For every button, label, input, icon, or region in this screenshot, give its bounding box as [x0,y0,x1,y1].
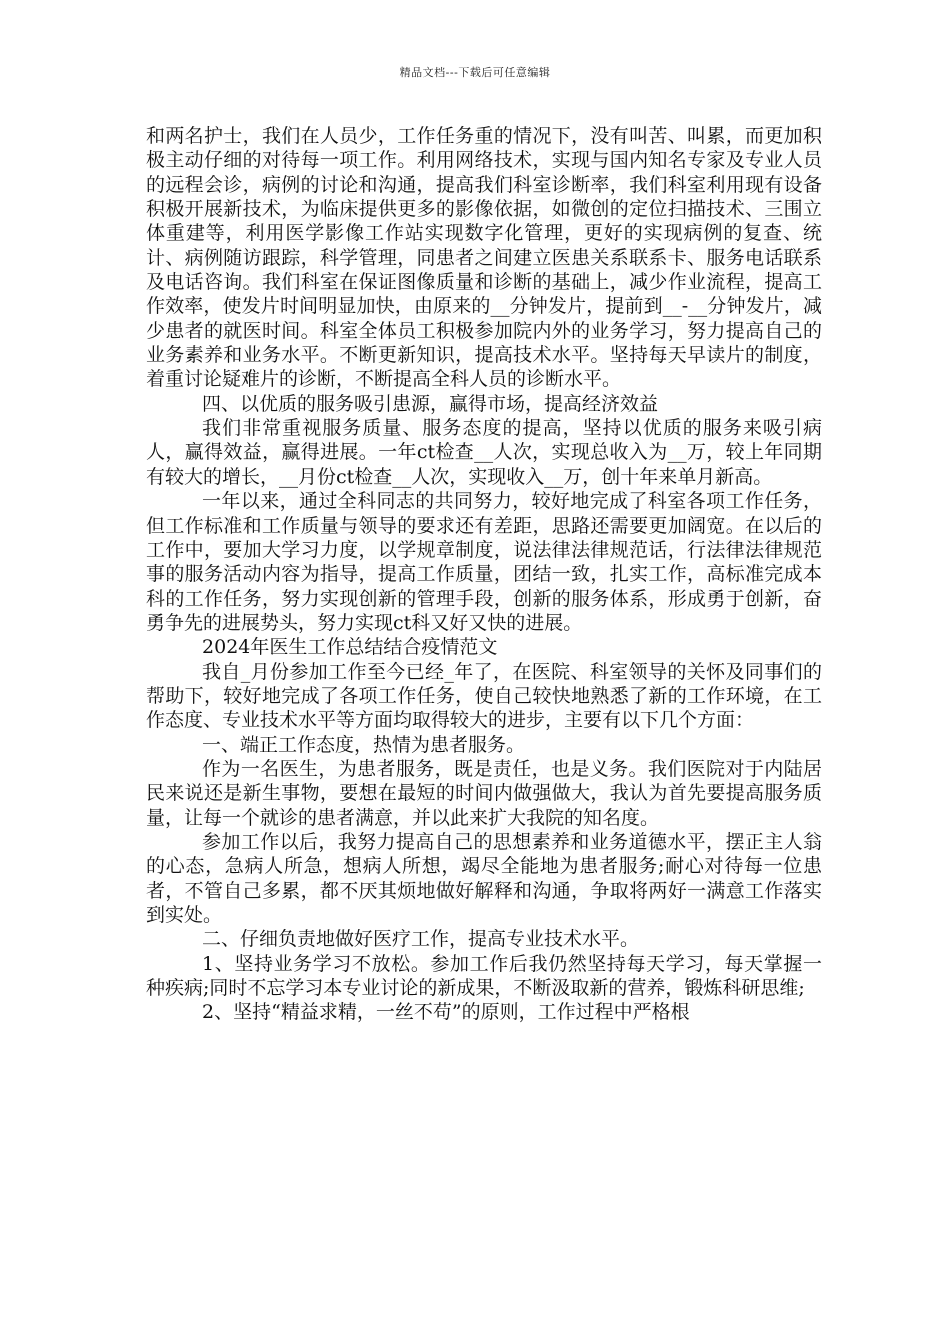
paragraph: 一年以来，通过全科同志的共同努力，较好地完成了科室各项工作任务，但工作标准和工作质量与领导的要求还有差距，思路还需要更加阔宽。在以后的工作中，要加大学习力度，以学规章制度，说法律法律规范话，行法律法律规范事的服务活动内容为指导，提高工作质量，团结一致，扎实工作，高标准完成本科的工作任务，努力实现创新的管理手段，创新的服务体系，形成勇于创新，奋勇争先的进展势头，努力实现ct科又好又快的进展。 [146,490,822,634]
article-title: 2024年医生工作总结结合疫情范文 [202,636,498,659]
section-heading: 一、端正工作态度，热情为患者服务。 [202,733,526,756]
paragraph: 参加工作以后，我努力提高自己的思想素养和业务道德水平，摆正主人翁的心态，急病人所急，想病人所想，竭尽全能地为患者服务;耐心对待每一位患者，不管自己多累，都不厌其烦地做好解释和沟通，争取将两好一满意工作落实到实处。 [146,830,822,926]
document-body [146,124,822,1025]
section-heading: 二、仔细负责地做好医疗工作，提高专业技术水平。 [202,928,640,951]
paragraph: 我自_月份参加工作至今已经_年了，在医院、科室领导的关怀及同事们的帮助下，较好地完成了各项工作任务，使自己较快地熟悉了新的工作环境，在工作态度、专业技术水平等方面均取得较大的进步，主要有以下几个方面： [146,660,822,732]
list-item: 2、坚持“精益求精，一丝不苟”的原则，工作过程中严格根 [202,1001,690,1024]
paragraph: 我们非常重视服务质量、服务态度的提高，坚持以优质的服务来吸引病人，赢得效益，赢得进展。一年ct检查__人次，实现总收入为__万，较上年同期有较大的增长，__月份ct检查__人次，实现收入__万，创十年来单月新高。 [146,417,822,488]
section-heading: 四、以优质的服务吸引患源，赢得市场，提高经济效益 [202,392,659,415]
list-item: 1、坚持业务学习不放松。参加工作后我仍然坚持每天学习，每天掌握一种疾病;同时不忘学习本专业讨论的新成果，不断汲取新的营养，锻炼科研思维; [146,952,822,1000]
paragraph: 作为一名医生，为患者服务，既是责任，也是义务。我们医院对于内陆居民来说还是新生事物，要想在最短的时间内做强做大，我认为首先要提高服务质量，让每一个就诊的患者满意，并以此来扩大我院的知名度。 [146,757,822,829]
paragraph: 和两名护士，我们在人员少，工作任务重的情况下，没有叫苦、叫累，而更加积极主动仔细的对待每一项工作。利用网络技术，实现与国内知名专家及专业人员的远程会诊，病例的讨论和沟通，提高我们科室诊断率，我们科室利用现有设备积极开展新技术，为临床提供更多的影像依据，如微创的定位扫描技术、三围立体重建等，利用医学影像工作站实现数字化管理，更好的实现病例的复查、统计、病例随访跟踪，科学管理，同患者之间建立医患关系联系卡、服务电话联系及电话咨询。我们科室在保证图像质量和诊断的基础上，减少作业流程，提高工作效率，使发片时间明显加快，由原来的__分钟发片，提前到__-__分钟发片，减少患者的就医时间。科室全体员工积极参加院内外的业务学习，努力提高自己的业务素养和业务水平。不断更新知识，提高技术水平。坚持每天早读片的制度，着重讨论疑难片的诊断，不断提高全科人员的诊断水平。 [146,125,822,391]
page-header: 精品文档---下载后可任意编辑 [399,66,551,79]
